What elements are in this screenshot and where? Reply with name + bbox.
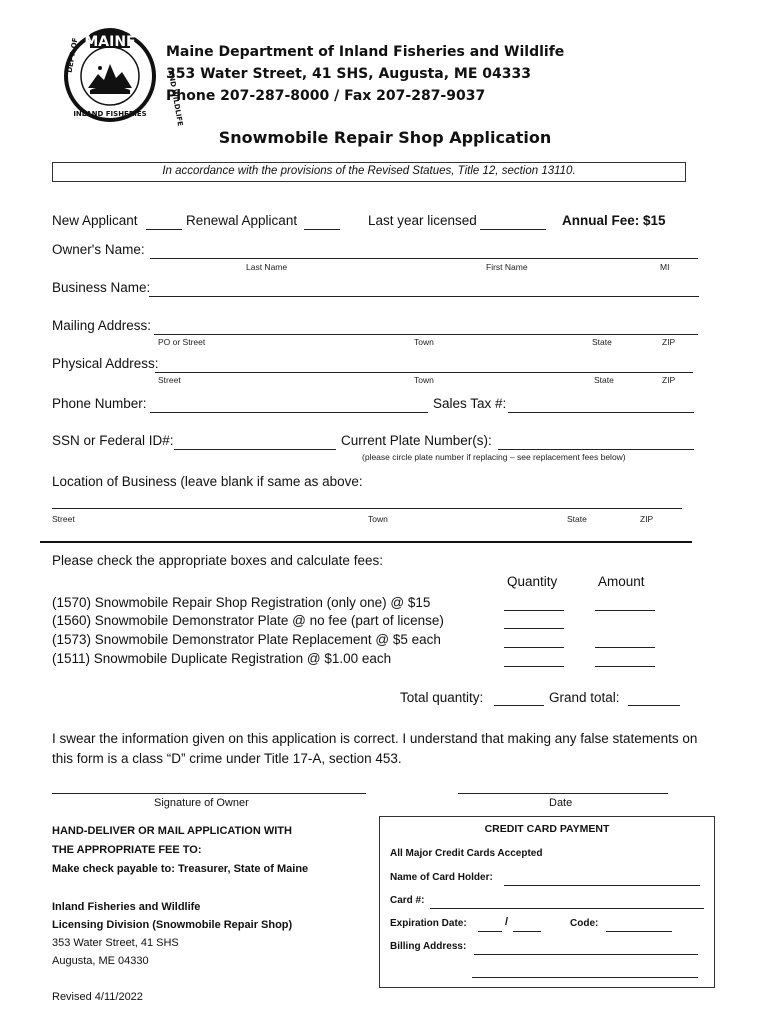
owner-first-name-sub: First Name (486, 262, 528, 272)
mail-to-street: 353 Water Street, 41 SHS (52, 937, 179, 949)
physical-address-field[interactable] (155, 356, 693, 373)
date-field[interactable] (458, 777, 668, 794)
mailing-address-field[interactable] (154, 318, 698, 335)
last-year-licensed-field[interactable] (480, 213, 546, 230)
seal-ring-bottom: INLAND FISHERIES (73, 110, 147, 118)
oath-line-1: I swear the information given on this application is correct. I understand that making any false statements on (52, 731, 698, 746)
physical-state-sub: State (594, 375, 614, 385)
maine-seal-logo (60, 20, 185, 128)
card-holder-label: Name of Card Holder: (390, 872, 493, 883)
mailing-town-sub: Town (414, 337, 434, 347)
fee-1570-quantity[interactable] (504, 594, 564, 611)
seal-top-word: MAINE (84, 34, 136, 50)
seal-ring-left: DEPT. OF (65, 37, 80, 74)
sales-tax-field[interactable] (508, 396, 694, 413)
section-divider (40, 541, 692, 543)
physical-address-label: Physical Address: (52, 356, 159, 371)
fee-item-1573: (1573) Snowmobile Demonstrator Plate Replacement @ $5 each (52, 632, 441, 647)
billing-address-field[interactable] (474, 941, 698, 955)
security-code-label: Code: (570, 918, 599, 929)
owner-last-name-sub: Last Name (246, 262, 288, 272)
renewal-applicant-label: Renewal Applicant (186, 213, 298, 228)
expiration-year-field[interactable] (513, 918, 541, 932)
business-name-field[interactable] (149, 280, 699, 297)
fee-1573-quantity[interactable] (504, 631, 564, 648)
ssn-federal-id-field[interactable] (174, 433, 336, 450)
fee-item-1560: (1560) Snowmobile Demonstrator Plate @ no fee (part of license) (52, 613, 444, 628)
phone-number-label: Phone Number: (52, 396, 147, 411)
business-name-label: Business Name: (52, 280, 151, 295)
expiration-month-field[interactable] (478, 918, 502, 932)
mail-to-agency: Inland Fisheries and Wildlife (52, 901, 201, 913)
oath-line-2: this form is a class “D” crime under Title 17-A, section 453. (52, 751, 402, 766)
fee-1511-amount[interactable] (595, 650, 655, 667)
location-state-sub: State (567, 514, 587, 524)
fee-1570-amount[interactable] (595, 594, 655, 611)
mailing-zip-sub: ZIP (662, 337, 676, 347)
date-label: Date (549, 797, 573, 809)
agency-phone: Phone 207-287-8000 / Fax 207-287-9037 (166, 88, 486, 104)
card-holder-field[interactable] (504, 872, 700, 886)
credit-card-box (379, 816, 715, 988)
mail-to-city: Augusta, ME 04330 (52, 955, 149, 967)
owner-name-label: Owner's Name: (52, 242, 145, 257)
plate-note: (please circle plate number if replacing – see replacement fees below) (362, 452, 626, 462)
fee-1573-amount[interactable] (595, 631, 655, 648)
card-number-field[interactable] (430, 895, 704, 909)
location-street-sub: Street (52, 514, 75, 524)
expiration-date-label: Expiration Date: (390, 918, 467, 929)
agency-address: 353 Water Street, 41 SHS, Augusta, ME 04333 (166, 66, 531, 82)
signature-label: Signature of Owner (154, 797, 249, 809)
sales-tax-label: Sales Tax #: (433, 396, 507, 411)
location-of-business-label: Location of Business (leave blank if same as above: (52, 474, 363, 489)
new-applicant-field[interactable] (146, 213, 182, 230)
location-of-business-field[interactable] (52, 492, 682, 509)
total-quantity-field[interactable] (494, 689, 544, 706)
amount-header: Amount (598, 574, 645, 589)
current-plate-label: Current Plate Number(s): (341, 433, 492, 448)
mailing-state-sub: State (592, 337, 612, 347)
seal-ring-right: AND WILDLIFE (166, 69, 185, 127)
billing-address-field-2[interactable] (472, 964, 698, 978)
check-payable: Make check payable to: Treasurer, State of Maine (52, 863, 309, 875)
annual-fee: Annual Fee: $15 (562, 213, 666, 228)
owner-mi-sub: MI (660, 262, 670, 272)
card-number-label: Card #: (390, 895, 425, 906)
phone-number-field[interactable] (150, 396, 428, 413)
physical-town-sub: Town (414, 375, 434, 385)
physical-zip-sub: ZIP (662, 375, 676, 385)
renewal-applicant-field[interactable] (304, 213, 340, 230)
credit-card-title: CREDIT CARD PAYMENT (484, 823, 610, 835)
agency-name: Maine Department of Inland Fisheries and Wildlife (166, 44, 565, 60)
mailing-street-sub: PO or Street (158, 337, 206, 347)
last-year-licensed-label: Last year licensed (368, 213, 477, 228)
total-quantity-label: Total quantity: (400, 690, 484, 705)
signature-field[interactable] (52, 777, 366, 794)
fee-1560-quantity[interactable] (504, 612, 564, 629)
new-applicant-label: New Applicant (52, 213, 138, 228)
grand-total-field[interactable] (628, 689, 680, 706)
mail-to-division: Licensing Division (Snowmobile Repair Shop) (52, 919, 293, 931)
mailing-address-label: Mailing Address: (52, 318, 152, 333)
statute-note: In accordance with the provisions of the Revised Statues, Title 12, section 13110. (162, 165, 576, 177)
delivery-line-2: THE APPROPRIATE FEE TO: (52, 844, 202, 856)
fee-item-1570: (1570) Snowmobile Repair Shop Registration (only one) @ $15 (52, 595, 431, 610)
fee-item-1511: (1511) Snowmobile Duplicate Registration @ $1.00 each (52, 651, 392, 666)
current-plate-field[interactable] (498, 433, 694, 450)
billing-address-label: Billing Address: (390, 941, 467, 952)
ssn-federal-id-label: SSN or Federal ID#: (52, 433, 174, 448)
location-zip-sub: ZIP (640, 514, 654, 524)
grand-total-label: Grand total: (549, 690, 620, 705)
statute-box (52, 162, 686, 182)
fee-1511-quantity[interactable] (504, 650, 564, 667)
expiration-separator: / (505, 916, 509, 928)
fees-instructions: Please check the appropriate boxes and calculate fees: (52, 553, 383, 568)
security-code-field[interactable] (606, 918, 672, 932)
credit-card-accepted: All Major Credit Cards Accepted (390, 848, 543, 859)
location-town-sub: Town (368, 514, 388, 524)
form-title: Snowmobile Repair Shop Application (218, 128, 552, 147)
revised-date: Revised 4/11/2022 (52, 991, 143, 1003)
physical-street-sub: Street (158, 375, 181, 385)
quantity-header: Quantity (507, 574, 558, 589)
owner-name-field[interactable] (150, 242, 698, 259)
delivery-line-1: HAND-DELIVER OR MAIL APPLICATION WITH (52, 825, 292, 837)
